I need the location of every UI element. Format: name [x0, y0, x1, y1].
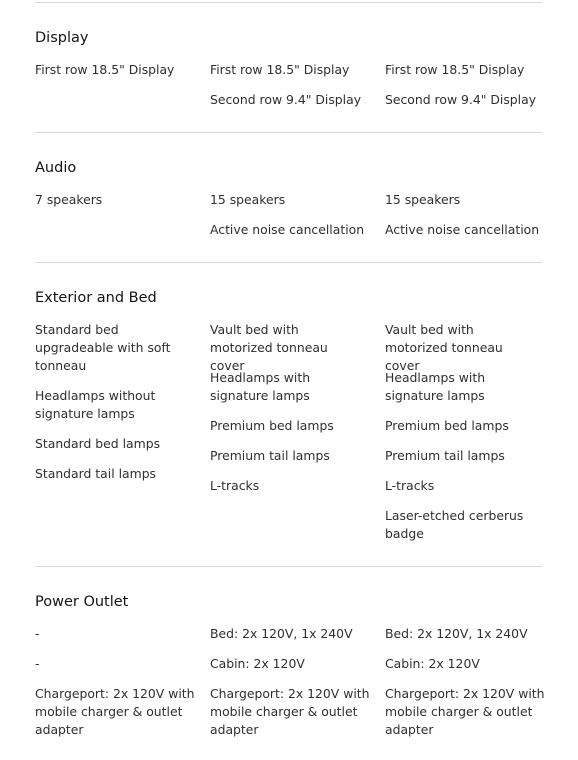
power-col1-item-2: -	[35, 656, 40, 671]
audio-col2-item-1: 15 speakers	[210, 192, 286, 207]
section-title-audio: Audio	[35, 160, 77, 176]
exterior-col3-item-4: Premium tail lamps	[385, 448, 505, 463]
exterior-col1-item-4: Standard tail lamps	[35, 466, 157, 481]
divider-audio-exterior	[35, 262, 542, 263]
exterior-col3-item-1: Vault bed with motorized tonneau cover	[385, 322, 503, 373]
display-col2-item-1: First row 18.5" Display	[210, 62, 350, 77]
display-col2-item-2: Second row 9.4" Display	[210, 92, 362, 107]
section-title-power-outlet: Power Outlet	[35, 594, 129, 610]
power-col1-item-3: Chargeport: 2x 120V with mobile charger & outlet adapter	[35, 686, 195, 737]
exterior-col3-item-2: Headlamps with signature lamps	[385, 370, 486, 403]
exterior-col1-item-1: Standard bed upgradeable with soft tonneau	[35, 322, 171, 373]
display-col3-item-1: First row 18.5" Display	[385, 62, 525, 77]
audio-col1-item-1: 7 speakers	[35, 192, 103, 207]
section-title-display: Display	[35, 30, 89, 46]
power-col2-item-1: Bed: 2x 120V, 1x 240V	[210, 626, 353, 641]
audio-col3-item-2: Active noise cancellation	[385, 222, 540, 237]
exterior-col2-item-4: Premium tail lamps	[210, 448, 330, 463]
audio-col3-item-1: 15 speakers	[385, 192, 461, 207]
exterior-col1-item-3: Standard bed lamps	[35, 436, 161, 451]
exterior-col3-item-5: L-tracks	[385, 478, 435, 493]
power-col3-item-2: Cabin: 2x 120V	[385, 656, 480, 671]
exterior-col2-item-3: Premium bed lamps	[210, 418, 334, 433]
display-col1-item-1: First row 18.5" Display	[35, 62, 175, 77]
power-col2-item-2: Cabin: 2x 120V	[210, 656, 305, 671]
power-col3-item-1: Bed: 2x 120V, 1x 240V	[385, 626, 528, 641]
exterior-col3-item-6: Laser-etched cerberus badge	[385, 508, 524, 541]
power-col3-item-3: Chargeport: 2x 120V with mobile charger & outlet adapter	[385, 686, 545, 737]
divider-top	[35, 2, 542, 3]
audio-col2-item-2: Active noise cancellation	[210, 222, 365, 237]
exterior-col2-item-1: Vault bed with motorized tonneau cover	[210, 322, 328, 373]
display-col3-item-2: Second row 9.4" Display	[385, 92, 537, 107]
divider-display-audio	[35, 132, 542, 133]
exterior-col1-item-2: Headlamps without signature lamps	[35, 388, 156, 421]
exterior-col3-item-3: Premium bed lamps	[385, 418, 509, 433]
exterior-col2-item-5: L-tracks	[210, 478, 260, 493]
section-title-exterior-bed: Exterior and Bed	[35, 290, 157, 306]
divider-exterior-power	[35, 566, 542, 567]
power-col1-item-1: -	[35, 626, 40, 641]
power-col2-item-3: Chargeport: 2x 120V with mobile charger & outlet adapter	[210, 686, 370, 737]
exterior-col2-item-2: Headlamps with signature lamps	[210, 370, 311, 403]
